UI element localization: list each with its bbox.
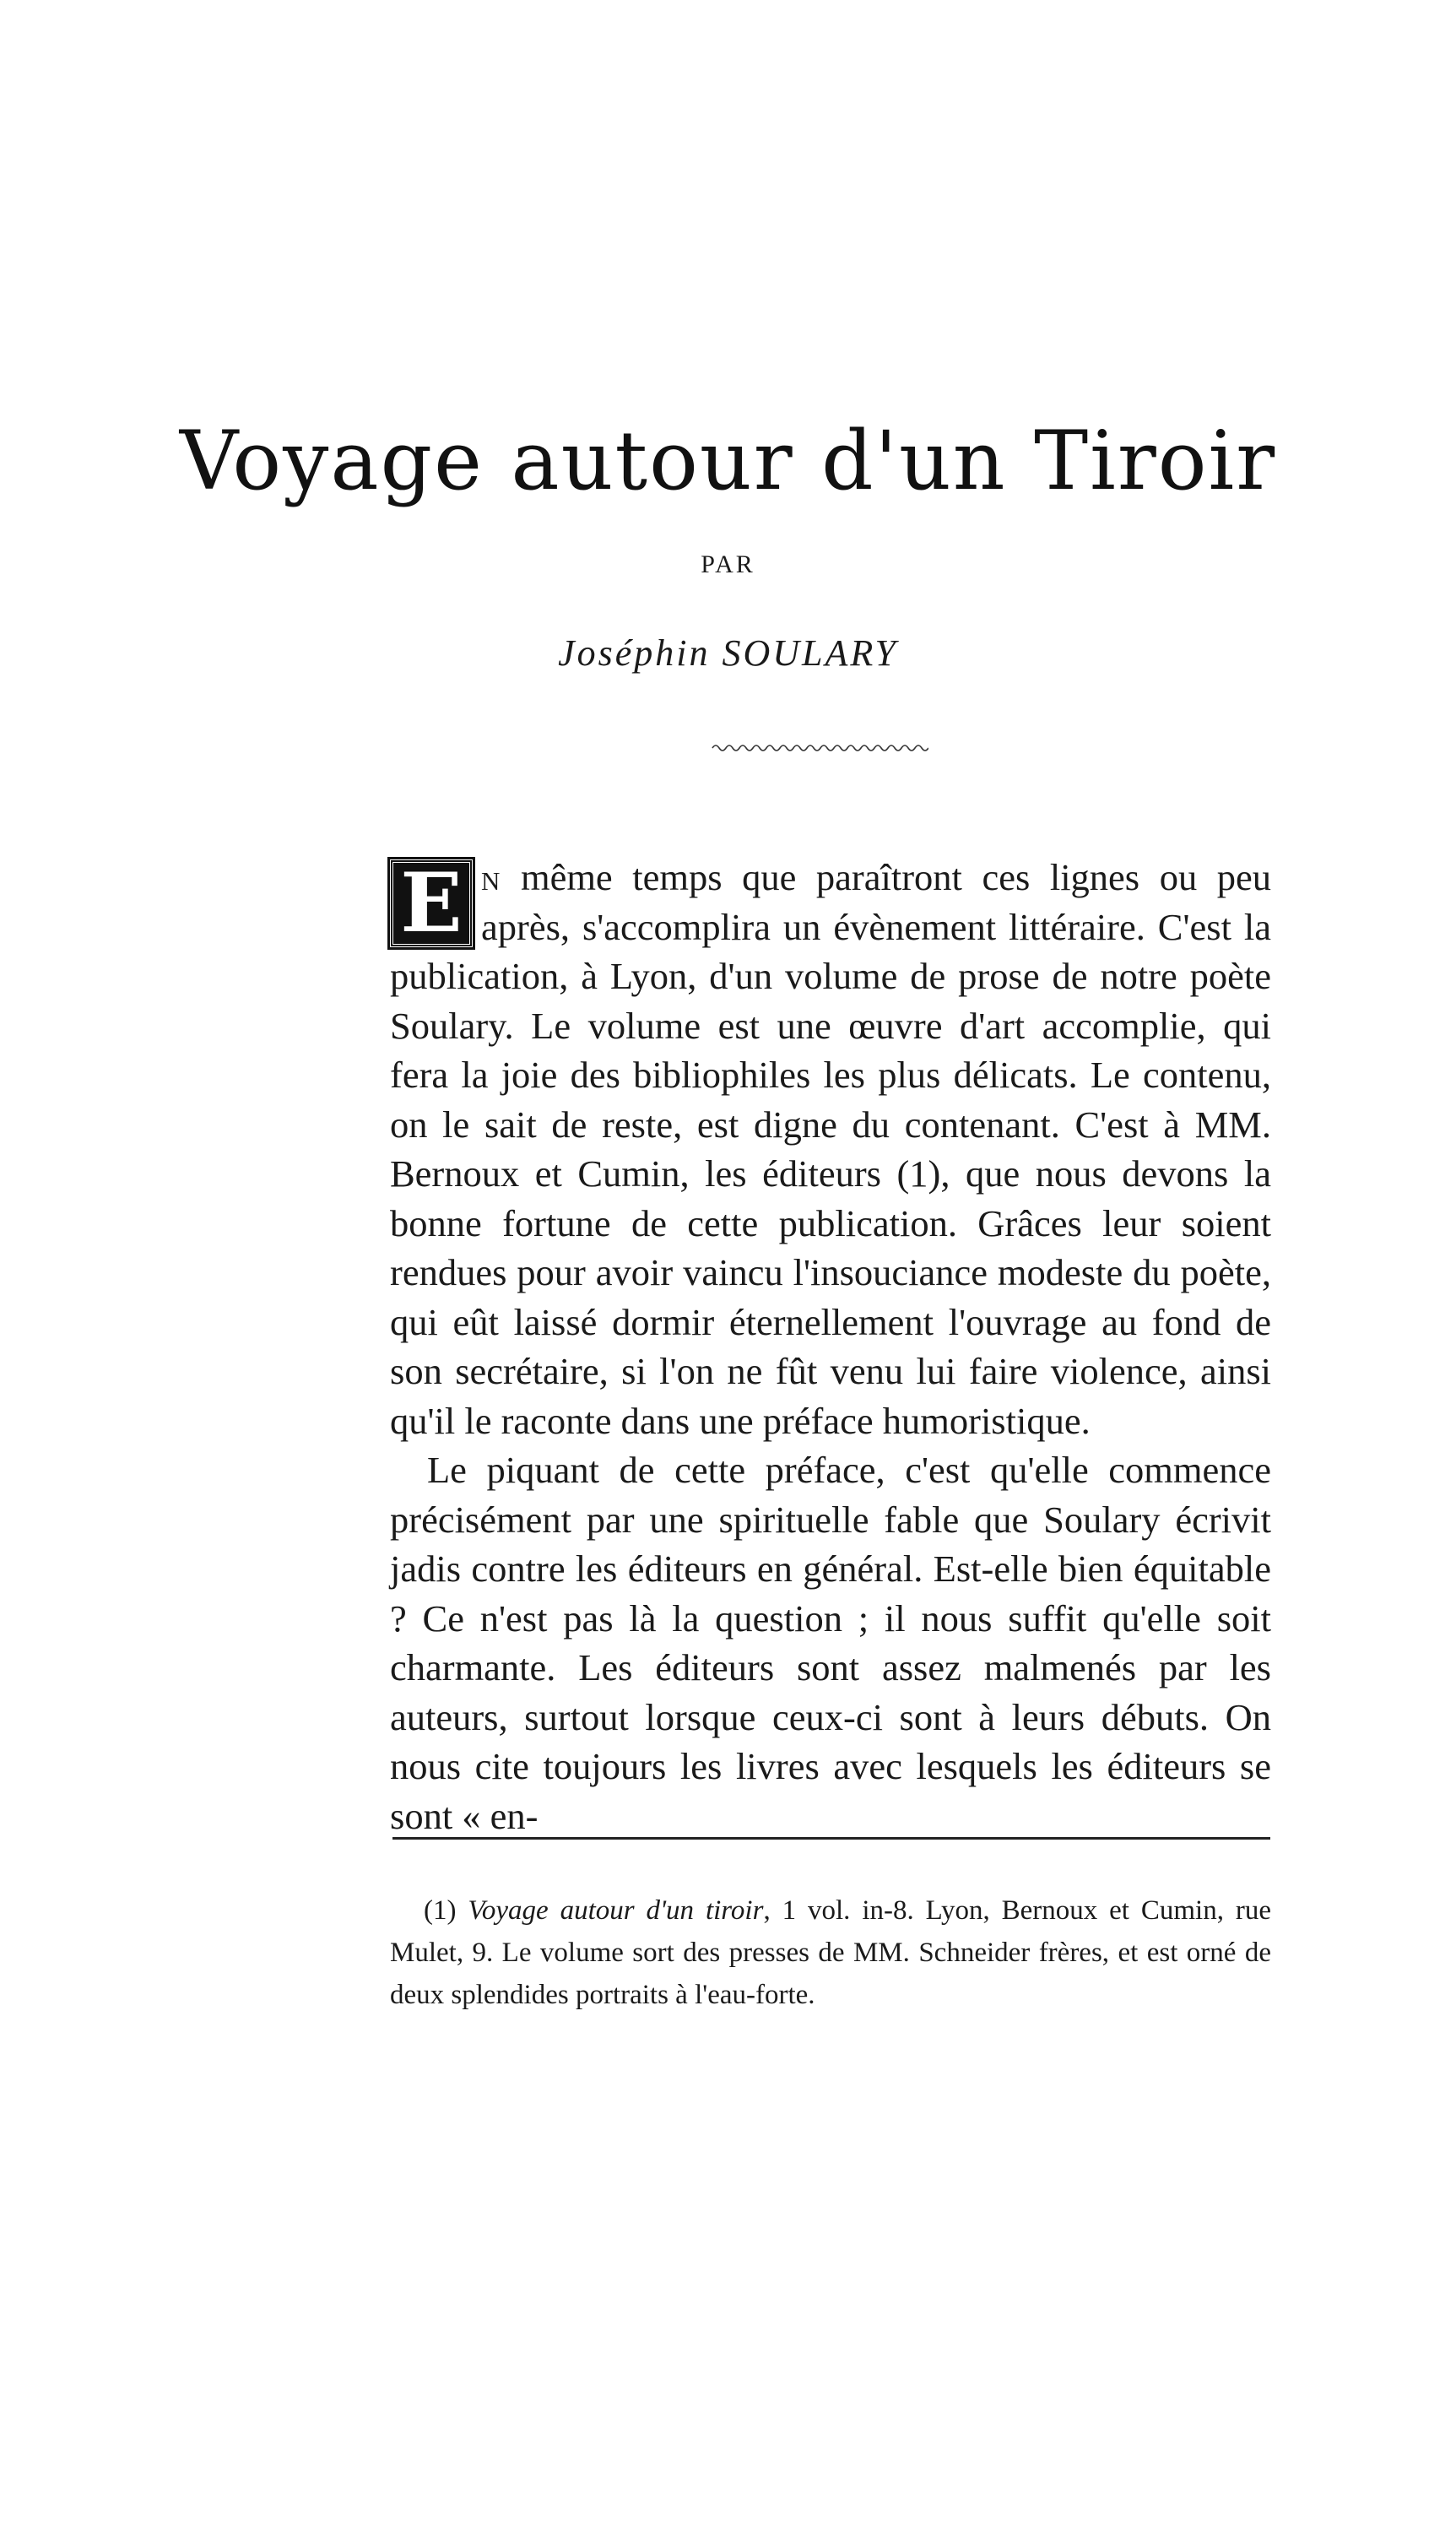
ornament-divider — [709, 740, 928, 756]
par-label: PAR — [701, 550, 755, 578]
paragraph-1 — [390, 853, 1271, 1445]
footnote — [390, 1889, 1271, 2016]
author-name: Joséphin SOULARY — [558, 632, 898, 674]
drop-cap: E — [390, 859, 473, 947]
footnote-book-title: Voyage autour d'un tiroir — [468, 1895, 764, 1926]
lead-word: n — [481, 856, 501, 898]
article-body — [390, 853, 1271, 1840]
paragraph-2: Le piquant de cette préface, c'est qu'elle commence précisément par une spirituelle fable que Soulary écrivit jadis contre les éditeurs en général. Est-elle bien équitable ? Ce n'est pas là la question ; il nous suffit qu'elle soit charmante. Les éditeurs sont assez malmenés par les auteurs, surtout lorsque ceux-ci sont à leurs débuts. On nous cite toujours les livres avec lesquels les éditeurs se sont « en- — [390, 1449, 1271, 1837]
footnote-marker: (1) — [424, 1895, 468, 1926]
footnote-text: , 1 vol. in-8. Lyon, Bernoux et Cumin, rue Mulet, 9. Le volume sort des presses de MM. Schneider frères, et est orné de deux splendides portraits à l'eau-forte. — [390, 1895, 1272, 2010]
article-title: Voyage autour d'un Tiroir — [179, 414, 1277, 508]
footnote-rule — [392, 1837, 1270, 1840]
paragraph-1-text: même temps que paraîtront ces lignes ou peu après, s'accomplira un évènement littéraire. C'est la publication, à Lyon, d'un volume de prose de notre poète Soulary. Le volume est une œuvre d'art accomplie, qui fera la joie des bibliophiles les plus délicats. Le contenu, on le sait de reste, est digne du contenant. C'est à MM. Bernoux et Cumin, les éditeurs (1), que nous devons la bonne fortune de cette publication. Grâces leur soient rendues pour avoir vaincu l'insouciance modeste du poète, qui eût laissé dormir éternellement l'ouvrage au fond de son secrétaire, si l'on ne fût venu lui faire violence, ainsi qu'il le raconte dans une préface humoristique. — [390, 856, 1271, 1442]
